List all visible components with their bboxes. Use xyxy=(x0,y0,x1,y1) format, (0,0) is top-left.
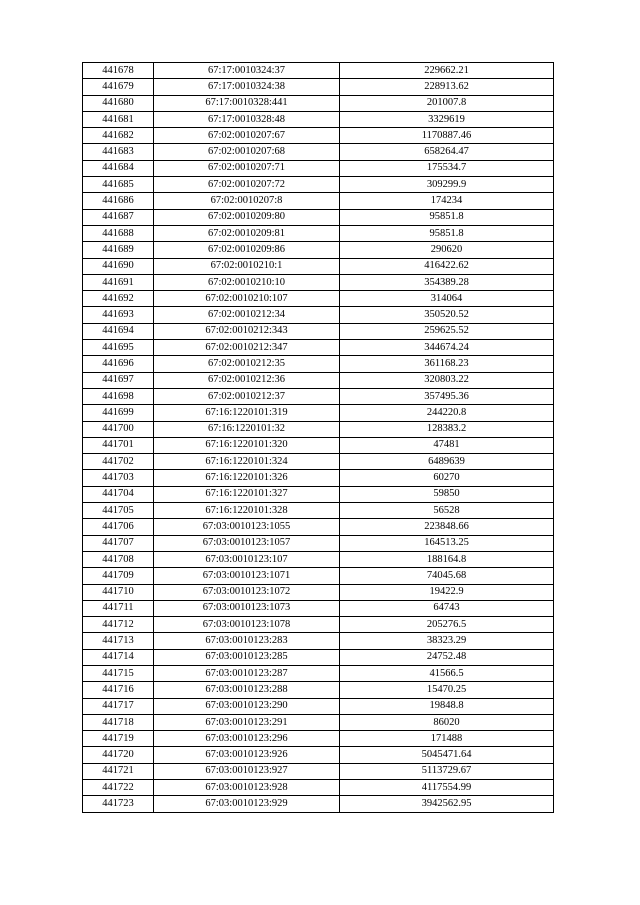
table-row xyxy=(83,111,554,127)
row-id-cell: 441695 xyxy=(83,340,154,356)
table-row xyxy=(83,600,554,616)
cadastral-number-cell: 67:02:0010212:347 xyxy=(154,340,340,356)
cadastral-number-cell: 67:03:0010123:287 xyxy=(154,665,340,681)
row-id-cell: 441678 xyxy=(83,63,154,79)
value-cell: 164513.25 xyxy=(340,535,554,551)
row-id-cell: 441685 xyxy=(83,177,154,193)
row-id-cell: 441719 xyxy=(83,731,154,747)
value-cell: 290620 xyxy=(340,242,554,258)
table-row xyxy=(83,503,554,519)
cadastral-number-cell: 67:17:0010324:38 xyxy=(154,79,340,95)
row-id-cell: 441715 xyxy=(83,665,154,681)
cadastral-number-cell: 67:02:0010212:36 xyxy=(154,372,340,388)
table-row xyxy=(83,535,554,551)
cadastral-number-cell: 67:17:0010328:441 xyxy=(154,95,340,111)
value-cell: 38323.29 xyxy=(340,633,554,649)
cadastral-number-cell: 67:03:0010123:929 xyxy=(154,796,340,812)
value-cell: 350520.52 xyxy=(340,307,554,323)
cadastral-number-cell: 67:03:0010123:291 xyxy=(154,714,340,730)
row-id-cell: 441713 xyxy=(83,633,154,649)
row-id-cell: 441705 xyxy=(83,503,154,519)
table-row xyxy=(83,584,554,600)
value-cell: 344674.24 xyxy=(340,340,554,356)
row-id-cell: 441699 xyxy=(83,405,154,421)
cadastral-number-cell: 67:03:0010123:926 xyxy=(154,747,340,763)
value-cell: 416422.62 xyxy=(340,258,554,274)
value-cell: 314064 xyxy=(340,291,554,307)
value-cell: 15470.25 xyxy=(340,682,554,698)
cadastral-number-cell: 67:03:0010123:285 xyxy=(154,649,340,665)
value-cell: 5045471.64 xyxy=(340,747,554,763)
row-id-cell: 441714 xyxy=(83,649,154,665)
cadastral-number-cell: 67:02:0010212:34 xyxy=(154,307,340,323)
table-row xyxy=(83,388,554,404)
value-cell: 229662.21 xyxy=(340,63,554,79)
row-id-cell: 441681 xyxy=(83,111,154,127)
row-id-cell: 441698 xyxy=(83,388,154,404)
table-row xyxy=(83,79,554,95)
value-cell: 174234 xyxy=(340,193,554,209)
row-id-cell: 441720 xyxy=(83,747,154,763)
value-cell: 244220.8 xyxy=(340,405,554,421)
cadastral-number-cell: 67:02:0010209:81 xyxy=(154,225,340,241)
value-cell: 320803.22 xyxy=(340,372,554,388)
table-row xyxy=(83,649,554,665)
row-id-cell: 441701 xyxy=(83,437,154,453)
table-row xyxy=(83,372,554,388)
cadastral-number-cell: 67:16:1220101:326 xyxy=(154,470,340,486)
cadastral-number-cell: 67:03:0010123:927 xyxy=(154,763,340,779)
table-row xyxy=(83,160,554,176)
value-cell: 361168.23 xyxy=(340,356,554,372)
table-row xyxy=(83,796,554,812)
table-row xyxy=(83,763,554,779)
table-row xyxy=(83,551,554,567)
cadastral-number-cell: 67:02:0010212:35 xyxy=(154,356,340,372)
value-cell: 357495.36 xyxy=(340,388,554,404)
table-row xyxy=(83,242,554,258)
value-cell: 64743 xyxy=(340,600,554,616)
cadastral-number-cell: 67:16:1220101:328 xyxy=(154,503,340,519)
value-cell: 19848.8 xyxy=(340,698,554,714)
cadastral-number-cell: 67:02:0010212:37 xyxy=(154,388,340,404)
value-cell: 95851.8 xyxy=(340,209,554,225)
cadastral-number-cell: 67:16:1220101:319 xyxy=(154,405,340,421)
value-cell: 228913.62 xyxy=(340,79,554,95)
value-cell: 175534.7 xyxy=(340,160,554,176)
cadastral-number-cell: 67:02:0010209:80 xyxy=(154,209,340,225)
row-id-cell: 441684 xyxy=(83,160,154,176)
table-row xyxy=(83,307,554,323)
row-id-cell: 441696 xyxy=(83,356,154,372)
cadastral-number-cell: 67:03:0010123:290 xyxy=(154,698,340,714)
value-cell: 201007.8 xyxy=(340,95,554,111)
value-cell: 74045.68 xyxy=(340,568,554,584)
row-id-cell: 441690 xyxy=(83,258,154,274)
table-body xyxy=(83,63,554,813)
row-id-cell: 441682 xyxy=(83,128,154,144)
cadastral-number-cell: 67:03:0010123:1072 xyxy=(154,584,340,600)
row-id-cell: 441692 xyxy=(83,291,154,307)
row-id-cell: 441704 xyxy=(83,486,154,502)
row-id-cell: 441708 xyxy=(83,551,154,567)
cadastral-number-cell: 67:16:1220101:320 xyxy=(154,437,340,453)
cadastral-number-cell: 67:03:0010123:1071 xyxy=(154,568,340,584)
row-id-cell: 441709 xyxy=(83,568,154,584)
table-row xyxy=(83,568,554,584)
cadastral-number-cell: 67:03:0010123:107 xyxy=(154,551,340,567)
value-cell: 24752.48 xyxy=(340,649,554,665)
row-id-cell: 441717 xyxy=(83,698,154,714)
table-row xyxy=(83,665,554,681)
table-row xyxy=(83,486,554,502)
cadastral-number-cell: 67:02:0010207:8 xyxy=(154,193,340,209)
table-row xyxy=(83,144,554,160)
value-cell: 1170887.46 xyxy=(340,128,554,144)
table-row xyxy=(83,177,554,193)
cadastral-number-cell: 67:02:0010207:71 xyxy=(154,160,340,176)
value-cell: 171488 xyxy=(340,731,554,747)
table-row xyxy=(83,258,554,274)
cadastral-number-cell: 67:03:0010123:1057 xyxy=(154,535,340,551)
row-id-cell: 441693 xyxy=(83,307,154,323)
row-id-cell: 441702 xyxy=(83,454,154,470)
table-row xyxy=(83,454,554,470)
row-id-cell: 441716 xyxy=(83,682,154,698)
row-id-cell: 441680 xyxy=(83,95,154,111)
cadastral-number-cell: 67:16:1220101:32 xyxy=(154,421,340,437)
row-id-cell: 441679 xyxy=(83,79,154,95)
value-cell: 19422.9 xyxy=(340,584,554,600)
cadastral-number-cell: 67:02:0010210:107 xyxy=(154,291,340,307)
value-cell: 309299.9 xyxy=(340,177,554,193)
row-id-cell: 441721 xyxy=(83,763,154,779)
row-id-cell: 441683 xyxy=(83,144,154,160)
table-row xyxy=(83,780,554,796)
cadastral-number-cell: 67:03:0010123:1055 xyxy=(154,519,340,535)
cadastral-number-cell: 67:02:0010207:68 xyxy=(154,144,340,160)
row-id-cell: 441703 xyxy=(83,470,154,486)
table-row xyxy=(83,225,554,241)
table-row xyxy=(83,323,554,339)
cadastral-number-cell: 67:17:0010328:48 xyxy=(154,111,340,127)
row-id-cell: 441686 xyxy=(83,193,154,209)
value-cell: 59850 xyxy=(340,486,554,502)
table-row xyxy=(83,95,554,111)
row-id-cell: 441722 xyxy=(83,780,154,796)
row-id-cell: 441694 xyxy=(83,323,154,339)
value-cell: 95851.8 xyxy=(340,225,554,241)
cadastral-number-cell: 67:03:0010123:1078 xyxy=(154,617,340,633)
table-row xyxy=(83,421,554,437)
cadastral-number-cell: 67:16:1220101:324 xyxy=(154,454,340,470)
row-id-cell: 441711 xyxy=(83,600,154,616)
row-id-cell: 441688 xyxy=(83,225,154,241)
row-id-cell: 441710 xyxy=(83,584,154,600)
value-cell: 128383.2 xyxy=(340,421,554,437)
value-cell: 86020 xyxy=(340,714,554,730)
table-row xyxy=(83,128,554,144)
table-row xyxy=(83,193,554,209)
value-cell: 3329619 xyxy=(340,111,554,127)
row-id-cell: 441712 xyxy=(83,617,154,633)
row-id-cell: 441706 xyxy=(83,519,154,535)
table-row xyxy=(83,714,554,730)
row-id-cell: 441718 xyxy=(83,714,154,730)
value-cell: 188164.8 xyxy=(340,551,554,567)
cadastral-number-cell: 67:17:0010324:37 xyxy=(154,63,340,79)
cadastral-number-cell: 67:03:0010123:928 xyxy=(154,780,340,796)
cadastral-number-cell: 67:16:1220101:327 xyxy=(154,486,340,502)
table-row xyxy=(83,617,554,633)
table-row xyxy=(83,405,554,421)
table-row xyxy=(83,470,554,486)
table-row xyxy=(83,63,554,79)
row-id-cell: 441700 xyxy=(83,421,154,437)
table-row xyxy=(83,731,554,747)
cadastral-value-table xyxy=(82,62,554,813)
value-cell: 658264.47 xyxy=(340,144,554,160)
value-cell: 3942562.95 xyxy=(340,796,554,812)
table-row xyxy=(83,747,554,763)
value-cell: 354389.28 xyxy=(340,274,554,290)
value-cell: 41566.5 xyxy=(340,665,554,681)
table-row xyxy=(83,698,554,714)
value-cell: 223848.66 xyxy=(340,519,554,535)
row-id-cell: 441689 xyxy=(83,242,154,258)
value-cell: 47481 xyxy=(340,437,554,453)
table-row xyxy=(83,519,554,535)
value-cell: 60270 xyxy=(340,470,554,486)
table-row xyxy=(83,274,554,290)
cadastral-number-cell: 67:03:0010123:296 xyxy=(154,731,340,747)
row-id-cell: 441723 xyxy=(83,796,154,812)
table-row xyxy=(83,633,554,649)
row-id-cell: 441697 xyxy=(83,372,154,388)
value-cell: 205276.5 xyxy=(340,617,554,633)
row-id-cell: 441691 xyxy=(83,274,154,290)
table-row xyxy=(83,340,554,356)
cadastral-number-cell: 67:02:0010207:67 xyxy=(154,128,340,144)
value-cell: 56528 xyxy=(340,503,554,519)
row-id-cell: 441707 xyxy=(83,535,154,551)
value-cell: 4117554.99 xyxy=(340,780,554,796)
value-cell: 259625.52 xyxy=(340,323,554,339)
cadastral-number-cell: 67:02:0010212:343 xyxy=(154,323,340,339)
row-id-cell: 441687 xyxy=(83,209,154,225)
cadastral-number-cell: 67:02:0010210:1 xyxy=(154,258,340,274)
value-cell: 6489639 xyxy=(340,454,554,470)
cadastral-number-cell: 67:03:0010123:283 xyxy=(154,633,340,649)
cadastral-number-cell: 67:02:0010209:86 xyxy=(154,242,340,258)
value-cell: 5113729.67 xyxy=(340,763,554,779)
cadastral-number-cell: 67:03:0010123:1073 xyxy=(154,600,340,616)
table-row xyxy=(83,437,554,453)
table-row xyxy=(83,356,554,372)
cadastral-number-cell: 67:02:0010207:72 xyxy=(154,177,340,193)
table-row xyxy=(83,682,554,698)
cadastral-number-cell: 67:03:0010123:288 xyxy=(154,682,340,698)
table-row xyxy=(83,291,554,307)
table-row xyxy=(83,209,554,225)
cadastral-number-cell: 67:02:0010210:10 xyxy=(154,274,340,290)
